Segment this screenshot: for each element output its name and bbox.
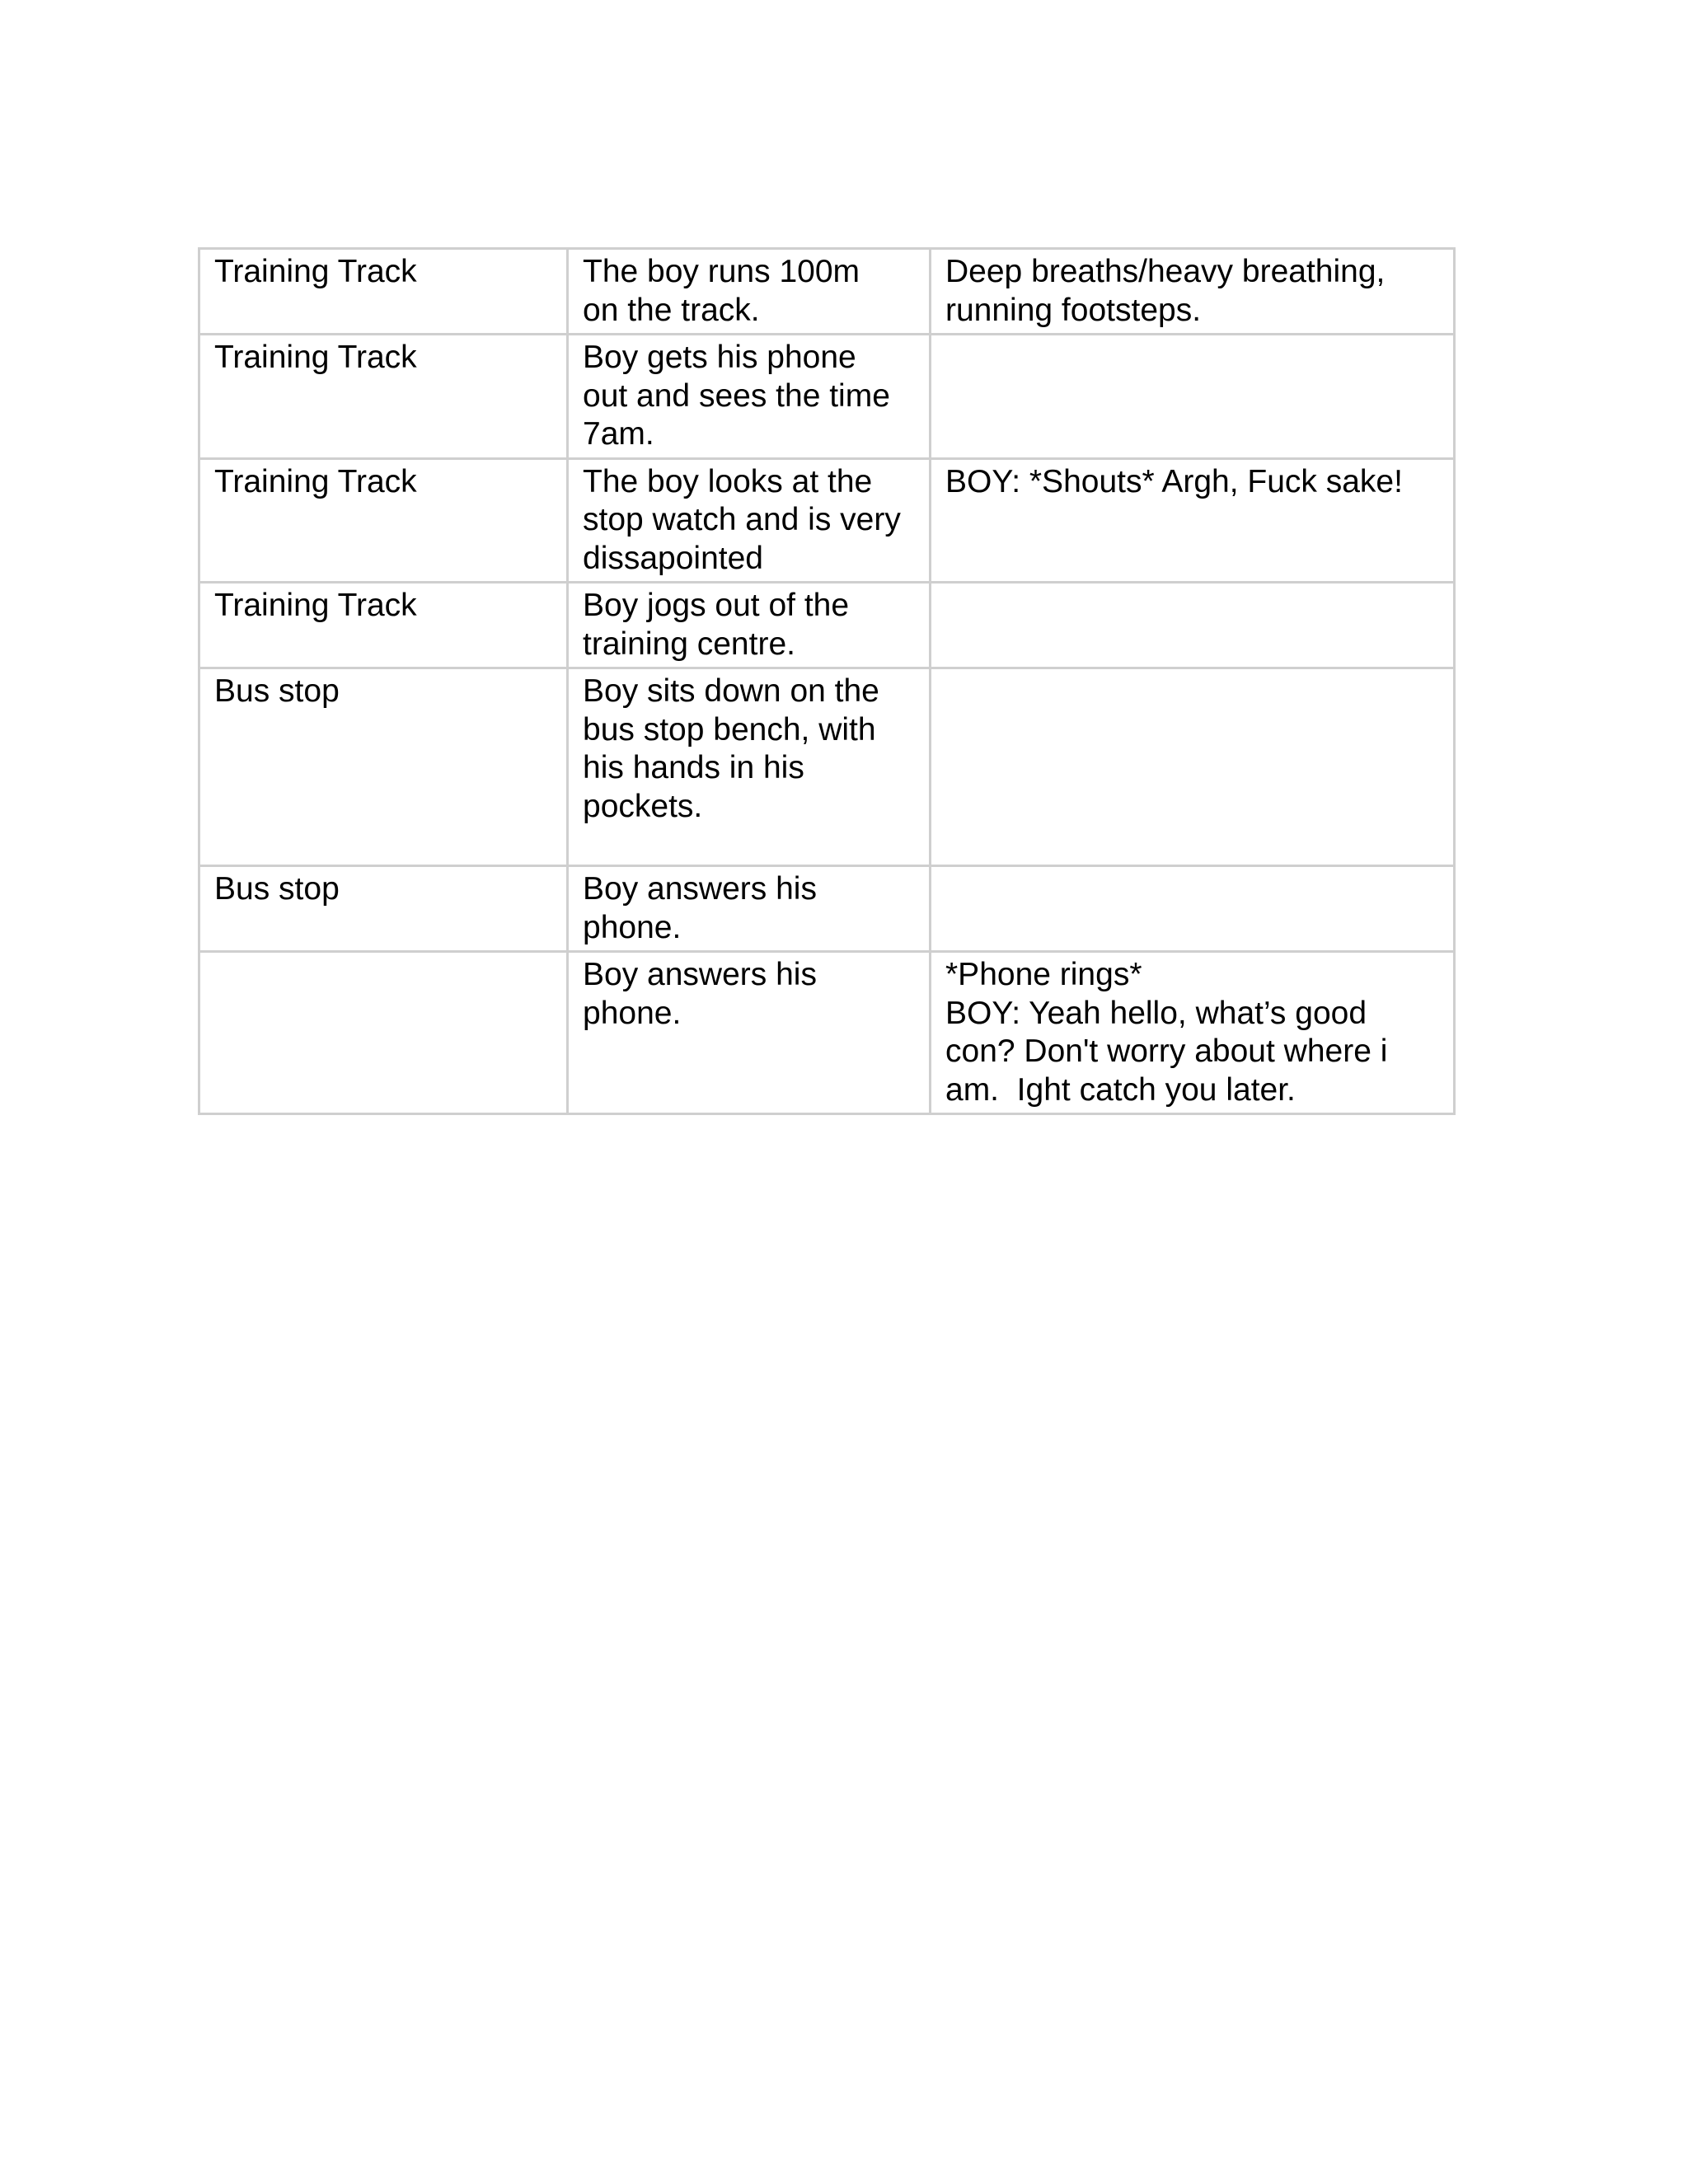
table-row (199, 583, 1455, 668)
sound-cell (931, 866, 1455, 952)
sound-cell: Deep breaths/heavy breathing, running footsteps. (931, 249, 1455, 335)
location-cell: Training Track (199, 458, 568, 583)
sound-cell (931, 668, 1455, 866)
action-cell: Boy gets his phone out and sees the time 7am. (568, 335, 931, 459)
script-table (198, 247, 1456, 1115)
location-cell (199, 952, 568, 1114)
table-row (199, 866, 1455, 952)
action-cell: The boy looks at the stop watch and is very dissapointed (568, 458, 931, 583)
table-row (199, 249, 1455, 335)
location-cell: Training Track (199, 249, 568, 335)
location-cell: Bus stop (199, 866, 568, 952)
location-cell: Bus stop (199, 668, 568, 866)
sound-cell (931, 335, 1455, 459)
action-cell: Boy answers his phone. (568, 866, 931, 952)
table-row (199, 458, 1455, 583)
table-row (199, 668, 1455, 866)
action-cell: The boy runs 100m on the track. (568, 249, 931, 335)
action-cell: Boy answers his phone. (568, 952, 931, 1114)
table-row (199, 335, 1455, 459)
sound-cell: BOY: *Shouts* Argh, Fuck sake! (931, 458, 1455, 583)
action-cell: Boy sits down on the bus stop bench, with his hands in his pockets. (568, 668, 931, 866)
location-cell: Training Track (199, 335, 568, 459)
sound-cell: *Phone rings* BOY: Yeah hello, what’s good con? Don't worry about where i am. Ight catch you later. (931, 952, 1455, 1114)
table-row (199, 952, 1455, 1114)
location-cell: Training Track (199, 583, 568, 668)
sound-cell (931, 583, 1455, 668)
action-cell: Boy jogs out of the training centre. (568, 583, 931, 668)
